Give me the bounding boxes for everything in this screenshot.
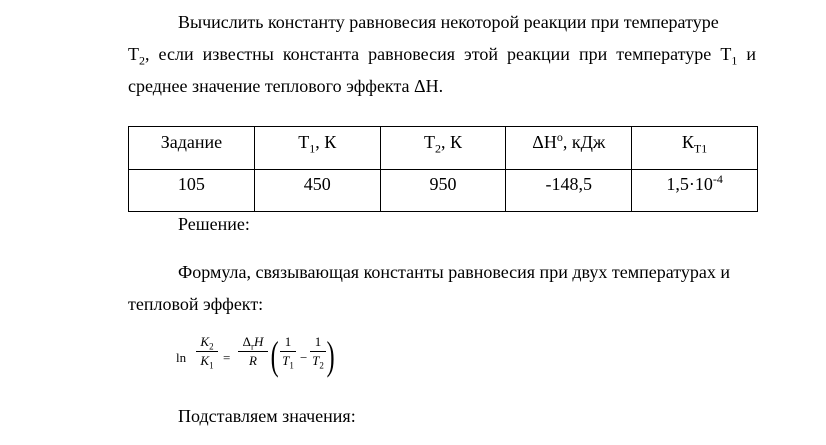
cell-t1: 450 xyxy=(254,170,380,212)
formula-k-ratio: $K_2$ $K_1$ xyxy=(196,334,218,369)
formula-inv-t1: 1 $T_1$ xyxy=(280,334,296,369)
substitute-label: Подставляем значения: xyxy=(178,406,356,426)
header-task: Задание xyxy=(129,127,255,170)
task-line-1: Вычислить константу равновесия некоторой реакции при температуре xyxy=(178,12,719,32)
header-kt1: $К_{Т1}$ xyxy=(632,127,758,170)
table-row xyxy=(129,170,758,212)
cell-task: 105 xyxy=(129,170,255,212)
formula-inv-t2: 1 $T_2$ xyxy=(310,334,326,369)
formula-dh-over-r: $\Delta_rH$ R xyxy=(238,334,268,369)
header-t1: $Т_1$, К xyxy=(254,127,380,170)
solution-label: Решение: xyxy=(178,214,250,234)
cell-dh: -148,5 xyxy=(506,170,632,212)
formula-intro-line-1: Формула, связывающая константы равновесия при двух температурах и xyxy=(178,262,731,282)
formula-left-paren: ( xyxy=(270,333,279,378)
cell-t2: 950 xyxy=(380,170,506,212)
formula-intro xyxy=(128,256,756,320)
formula-ln: ln xyxy=(176,350,187,365)
formula-intro-line-2: тепловой эффект: xyxy=(128,294,264,314)
vant-hoff-formula xyxy=(176,334,346,386)
data-table xyxy=(128,126,758,212)
formula-equals: = xyxy=(223,350,231,365)
header-t2: $Т_2$, К xyxy=(380,127,506,170)
formula-right-paren: ) xyxy=(326,333,335,378)
formula-minus: − xyxy=(300,350,308,365)
task-statement xyxy=(128,6,756,102)
header-dh: $\Delta Н^о$, кДж xyxy=(506,127,632,170)
table-header-row xyxy=(129,127,758,170)
cell-kt1: $1,5\cdot 10^{-4}$ xyxy=(632,170,758,212)
task-line-2: $Т_2$, если известны константа равновесия этой реакции при температуре $Т_1$ и xyxy=(128,44,756,68)
task-line-3: среднее значение теплового эффекта ΔН. xyxy=(128,76,444,96)
